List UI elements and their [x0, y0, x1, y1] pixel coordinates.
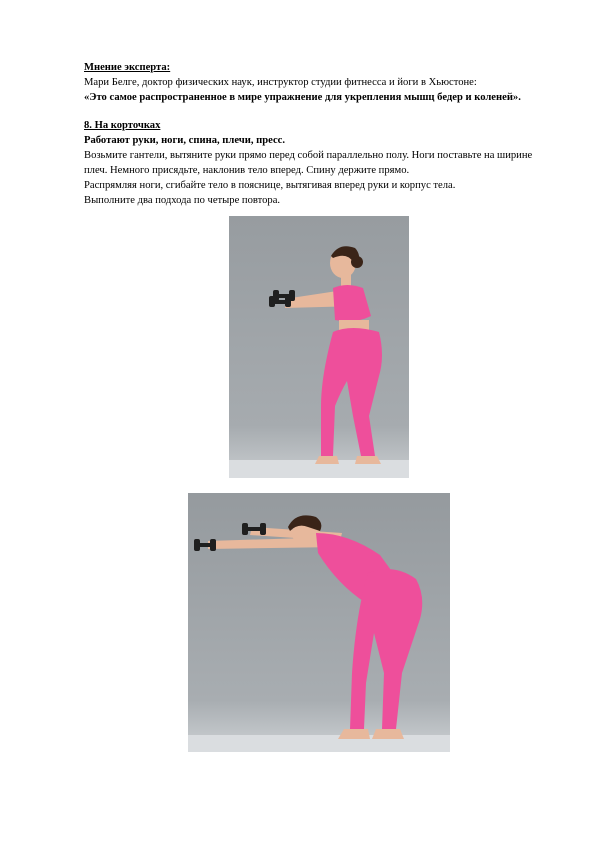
- bent-over-photo: [188, 493, 450, 752]
- expert-quote: «Это самое распространенное в мире упражнение для укрепления мышц бедер и коленей».: [84, 92, 521, 103]
- squat-illustration: [229, 216, 409, 478]
- exercise-muscles: Работают руки, ноги, спина, плечи, пресс.: [84, 135, 286, 146]
- squat-photo: [229, 216, 409, 478]
- exercise-step-2: Распрямляя ноги, сгибайте тело в пояснице, вытягивая вперед руки и корпус тела.: [84, 180, 456, 191]
- expert-credentials: Мари Белге, доктор физических наук, инструктор студии фитнесса и йоги в Хьюстоне:: [84, 77, 477, 88]
- bent-over-illustration: [188, 493, 450, 752]
- exercise-title: 8. На корточках: [84, 120, 161, 131]
- exercise-step-3: Выполните два подхода по четыре повтора.: [84, 195, 281, 206]
- expert-opinion-section: [84, 60, 554, 105]
- exercise-section: [84, 118, 554, 208]
- exercise-step-1: Возьмите гантели, вытяните руки прямо перед собой параллельно полу. Ноги поставьте на ширине плеч. Немного присядьте, наклонив тело вперед. Спину держите прямо.: [84, 150, 533, 176]
- expert-heading: Мнение эксперта:: [84, 62, 171, 73]
